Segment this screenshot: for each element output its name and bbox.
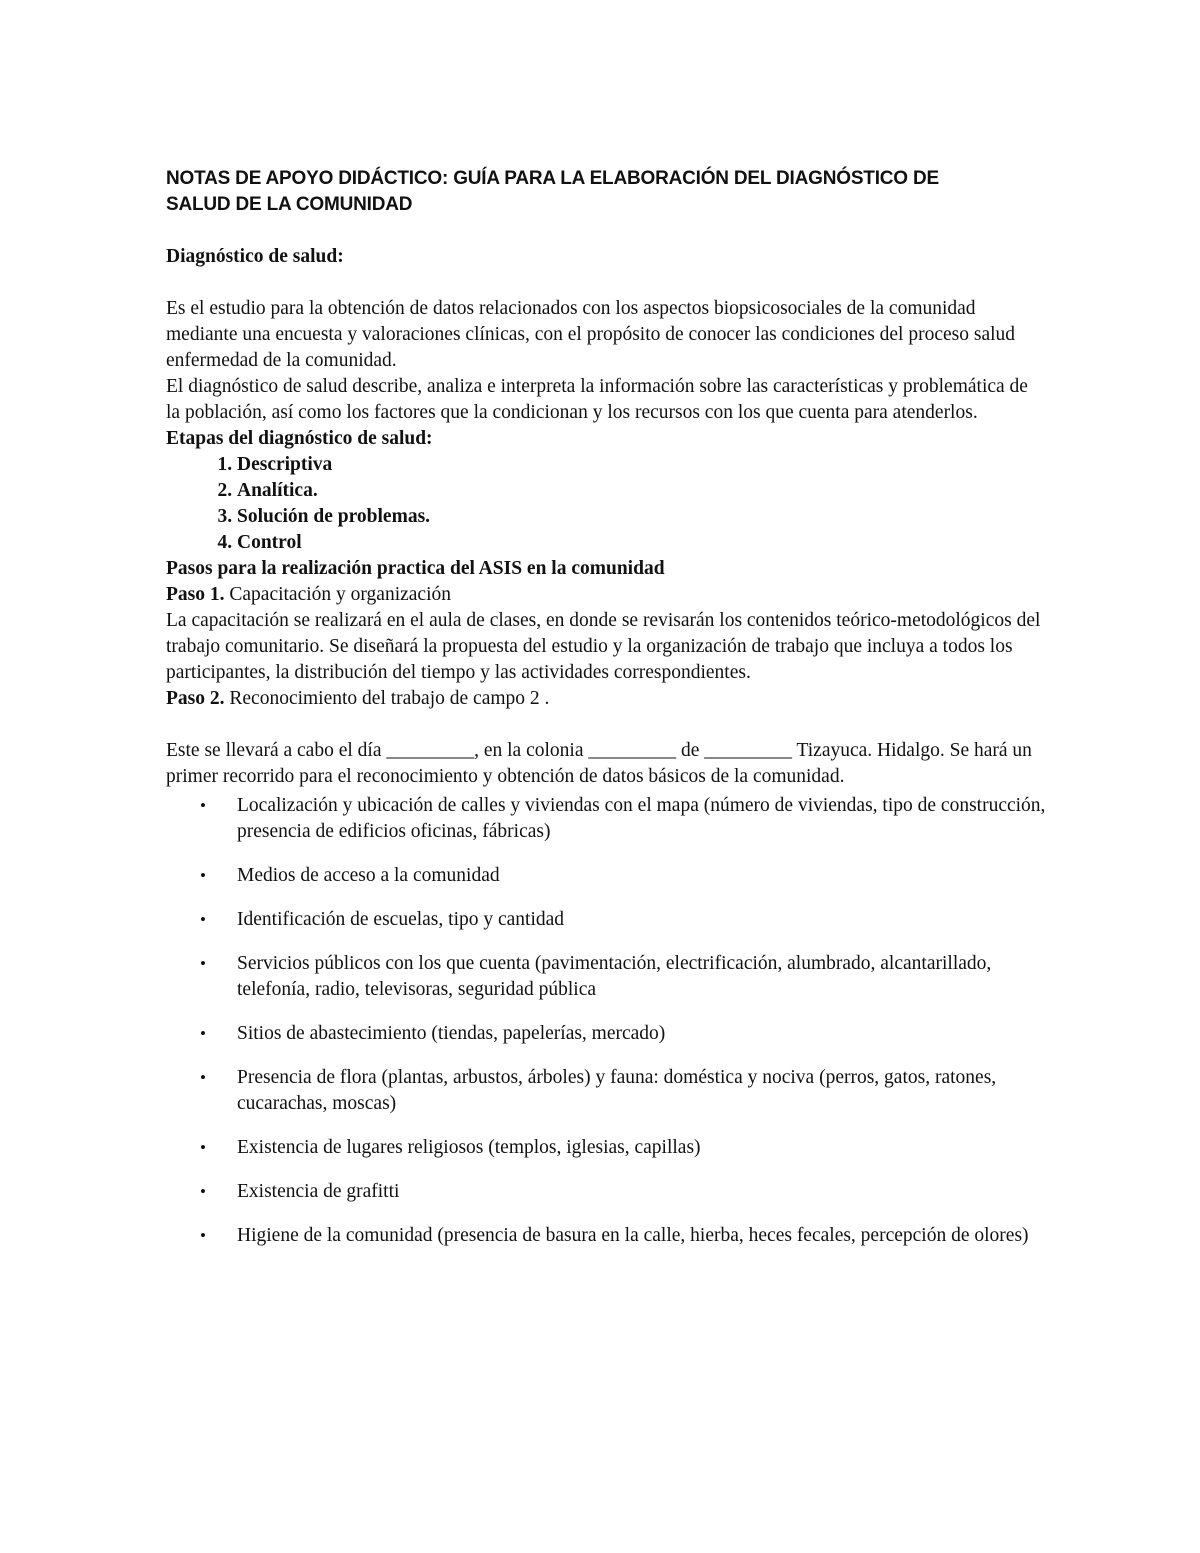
- list-item-text: Localización y ubicación de calles y viviendas con el mapa (número de viviendas, tipo de construcción, presencia de edificios oficinas, fábricas): [237, 795, 1046, 842]
- intro-paragraph-1: Es el estudio para la obtención de datos relacionados con los aspectos biopsicosociales de la comunidad mediante una encuesta y valoraciones clínicas, con el propósito de conocer las condiciones del proceso salud enfermedad de la comunidad.: [166, 298, 1016, 371]
- step-1-heading: [166, 582, 1046, 608]
- list-item-text: Presencia de flora (plantas, arbustos, árboles) y fauna: doméstica y nociva (perros, gatos, ratones, cucarachas, moscas): [237, 1067, 997, 1114]
- step-1-label: Paso 1.: [166, 584, 225, 605]
- bullet-icon: •: [200, 1182, 206, 1201]
- bullet-icon: •: [200, 1138, 206, 1157]
- step-2-heading: [166, 686, 1046, 712]
- bullet-icon: •: [200, 910, 206, 929]
- stage-item: 1. Descriptiva: [237, 452, 1046, 478]
- stage-item: 3. Solución de problemas.: [237, 504, 1046, 530]
- list-item: [166, 1065, 1046, 1117]
- list-item: [166, 793, 1046, 845]
- list-item-text: Identificación de escuelas, tipo y cantidad: [237, 909, 565, 930]
- bullet-icon: •: [200, 796, 206, 815]
- observation-list: [166, 793, 1046, 1249]
- visit-paragraph: Este se llevará a cabo el día _________, en la colonia _________ de _________ Tizayuca. Hidalgo. Se hará un primer recorrido para el reconocimiento y obtención de datos básicos de la comunidad.: [166, 740, 1032, 787]
- list-item: [166, 1135, 1046, 1161]
- list-item: [166, 1021, 1046, 1047]
- document-body: [166, 166, 1046, 1267]
- intro-paragraph-2: El diagnóstico de salud describe, analiza e interpreta la información sobre las características y problemática de la población, así como los factores que la condicionan y los recursos con los que cuenta para atenderlos.: [166, 376, 1028, 423]
- stages-list: [166, 452, 1046, 556]
- document-title: NOTAS DE APOYO DIDÁCTICO: GUÍA PARA LA ELABORACIÓN DEL DIAGNÓSTICO DE SALUD DE LA COMUNIDAD: [166, 168, 939, 215]
- list-item: [166, 1179, 1046, 1205]
- bullet-icon: •: [200, 1024, 206, 1043]
- list-item-text: Sitios de abastecimiento (tiendas, papelerías, mercado): [237, 1023, 666, 1044]
- list-item-text: Existencia de lugares religiosos (templos, iglesias, capillas): [237, 1137, 701, 1158]
- bullet-icon: •: [200, 1068, 206, 1087]
- steps-heading: Pasos para la realización practica del ASIS en la comunidad: [166, 558, 665, 579]
- list-item: [166, 907, 1046, 933]
- list-item: [166, 863, 1046, 889]
- step-2-label: Paso 2.: [166, 688, 225, 709]
- diagnosis-heading: Diagnóstico de salud:: [166, 246, 344, 267]
- bullet-icon: •: [200, 954, 206, 973]
- list-item-text: Servicios públicos con los que cuenta (pavimentación, electrificación, alumbrado, alcantarillado, telefonía, radio, televisoras, seguridad pública: [237, 953, 992, 1000]
- list-item: [166, 1223, 1046, 1249]
- list-item-text: Medios de acceso a la comunidad: [237, 865, 500, 886]
- step-1-title: Capacitación y organización: [229, 584, 452, 605]
- stage-item: 4. Control: [237, 530, 1046, 556]
- list-item-text: Higiene de la comunidad (presencia de basura en la calle, hierba, heces fecales, percepción de olores): [237, 1225, 1029, 1246]
- list-item: [166, 951, 1046, 1003]
- bullet-icon: •: [200, 866, 206, 885]
- bullet-icon: •: [200, 1226, 206, 1245]
- step-2-title: Reconocimiento del trabajo de campo 2 .: [229, 688, 550, 709]
- stage-item: 2. Analítica.: [237, 478, 1046, 504]
- step-1-text: La capacitación se realizará en el aula de clases, en donde se revisarán los contenidos teórico-metodológicos del trabajo comunitario. Se diseñará la propuesta del estudio y la organización de trabajo que incluya a todos los participantes, la distribución del tiempo y las actividades correspondientes.: [166, 610, 1041, 683]
- stages-heading: Etapas del diagnóstico de salud:: [166, 428, 433, 449]
- list-item-text: Existencia de grafitti: [237, 1181, 400, 1202]
